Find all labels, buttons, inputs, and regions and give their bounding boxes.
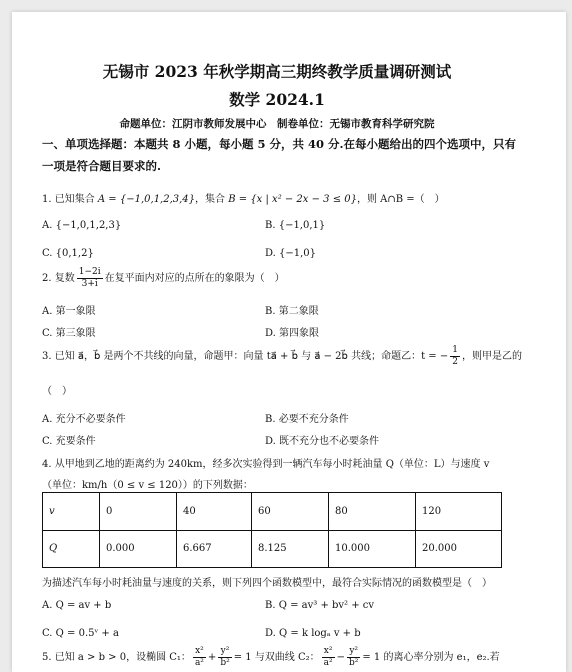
- q5-stem-b: = 1 与双曲线 C₂：: [233, 652, 320, 663]
- table-cell: 6.667: [177, 530, 252, 568]
- q5-stem-a: 5. 已知 a > b > 0，设椭圆 C₁：: [42, 652, 191, 663]
- q1-option-c: C. {0,1,2}: [42, 248, 94, 259]
- q4-option-c: C. Q = 0.5ᵛ + a: [42, 628, 119, 639]
- q5-f4-num: y²: [347, 646, 360, 658]
- table-cell: 60: [252, 493, 329, 531]
- table-cell: 8.125: [252, 530, 329, 568]
- q2-denominator: 3+i: [81, 279, 98, 289]
- speed-fuel-table: [42, 492, 502, 568]
- document-page: [12, 12, 566, 672]
- table-cell: 10.000: [329, 530, 416, 568]
- q5-fraction-1: [193, 646, 206, 669]
- q3-answer-paren: （ ）: [42, 386, 72, 397]
- q2-option-b: B. 第二象限: [265, 306, 319, 317]
- q3-denominator: 2: [452, 357, 458, 367]
- q4-option-b: B. Q = av³ + bv² + cv: [265, 600, 375, 611]
- section-heading-line1: 一、单项选择题：本题共 8 小题，每小题 5 分，共 40 分.在每小题给出的四个选项中，只有: [42, 137, 517, 151]
- table-cell: 120: [416, 493, 502, 531]
- q1-set-a: A = {−1,0,1,2,3,4}: [97, 194, 196, 205]
- table-cell: 0.000: [100, 530, 177, 568]
- q3-fraction: [450, 345, 460, 368]
- table-cell: Q: [43, 530, 100, 568]
- q1-option-b: B. {−1,0,1}: [265, 220, 326, 231]
- q4-option-d: D. Q = k logₐ v + b: [265, 628, 361, 639]
- q5-fraction-3: [322, 646, 335, 669]
- exam-title: 无锡市 2023 年秋学期高三期终教学质量调研测试: [102, 62, 452, 81]
- q3-option-b: B. 必要不充分条件: [265, 414, 349, 425]
- exam-units: 命题单位：江阴市教师发展中心 制卷单位：无锡市教育科学研究院: [119, 118, 435, 130]
- question-3-stem: [42, 345, 522, 368]
- q3-stem-b: ，则甲是乙的: [461, 351, 522, 362]
- q1-stem-a: 1. 已知集合: [42, 194, 98, 205]
- q5-f1-num: x²: [193, 646, 206, 658]
- q3-stem-a: 3. 已知 a⃗，b⃗ 是两个不共线的向量，命题甲：向量 ta⃗ + b⃗ 与 a⃗ − 2b⃗ 共线；命题乙：t = −: [42, 351, 449, 362]
- q2-stem-b: 在复平面内对应的点所在的象限为（ ）: [104, 273, 285, 284]
- q1-stem-c: ，则 A∩B =（ ）: [357, 194, 445, 205]
- q3-numerator: 1: [452, 345, 458, 355]
- question-4-line2: （单位：km/h（0 ≤ v ≤ 120））的下列数据：: [42, 480, 253, 491]
- q5-fraction-2: [218, 646, 231, 669]
- q5-f2-num: y²: [218, 646, 231, 658]
- table-cell: 0: [100, 493, 177, 531]
- table-cell: 80: [329, 493, 416, 531]
- q5-f2-den: b²: [220, 658, 230, 668]
- q2-fraction: [77, 267, 103, 290]
- q5-minus: −: [336, 652, 345, 663]
- table-cell: 20.000: [416, 530, 502, 568]
- q1-stem-b: ，集合: [195, 194, 229, 205]
- q2-option-c: C. 第三象限: [42, 328, 96, 339]
- question-5-stem: [42, 646, 500, 669]
- q5-f3-den: a²: [323, 658, 333, 668]
- q3-option-c: C. 充要条件: [42, 436, 96, 447]
- q5-fraction-4: [347, 646, 360, 669]
- q5-f4-den: b²: [349, 658, 359, 668]
- q2-option-a: A. 第一象限: [42, 306, 96, 317]
- q3-option-d: D. 既不充分也不必要条件: [265, 436, 380, 447]
- table-row: [43, 530, 502, 568]
- q1-option-a: A. {−1,0,1,2,3}: [42, 220, 122, 231]
- table-cell: 40: [177, 493, 252, 531]
- section-heading-line2: 一项是符合题目要求的.: [42, 159, 162, 173]
- q3-option-a: A. 充分不必要条件: [42, 414, 126, 425]
- question-4-line1: 4. 从甲地到乙地的距离约为 240km，经多次实验得到一辆汽车每小时耗油量 Q（单位：L）与速度 v: [42, 459, 490, 470]
- q5-stem-c: = 1 的离心率分别为 e₁，e₂.若: [362, 652, 500, 663]
- q1-option-d: D. {−1,0}: [265, 248, 317, 259]
- question-4-after: 为描述汽车每小时耗油量与速度的关系，则下列四个函数模型中，最符合实际情况的函数模型是（ ）: [42, 578, 492, 589]
- q2-stem-a: 2. 复数: [42, 273, 75, 284]
- q5-f1-den: a²: [194, 658, 204, 668]
- q4-option-a: A. Q = av + b: [42, 600, 112, 611]
- table-row: [43, 493, 502, 531]
- question-2-stem: [42, 267, 285, 290]
- q2-numerator: 1−2i: [78, 267, 101, 277]
- q1-set-b: B = {x | x² − 2x − 3 ≤ 0}: [228, 194, 357, 205]
- exam-subtitle: 数学 2024.1: [229, 90, 325, 109]
- q5-plus: +: [207, 652, 217, 663]
- question-1-stem: [42, 190, 445, 205]
- q2-option-d: D. 第四象限: [265, 328, 320, 339]
- table-cell: v: [43, 493, 100, 531]
- q5-f3-num: x²: [322, 646, 335, 658]
